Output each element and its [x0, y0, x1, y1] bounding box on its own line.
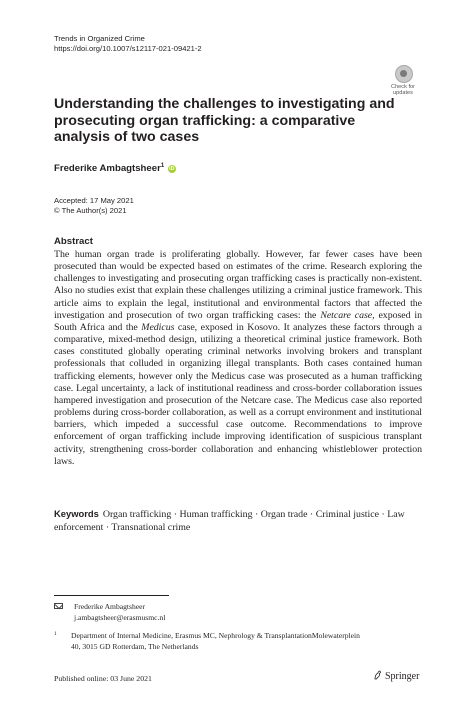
- author-affil-sup: 1: [160, 163, 165, 169]
- abstract-text-2: exposed in South Africa and the: [54, 309, 422, 333]
- abstract-text-3: case, exposed in Kosovo. It analyzes these factors through a comparative, mixed-method design, utilizing a theoretical criminal justice framework. Both cases constituted globally operating criminal networks involving brokers and transplant professionals that colluded in organizing illegal transplants. Both cases contained human trafficking elements, however only the Medicus case was prosecuted as a human trafficking case. Legal uncertainty, a lack of institutional readiness and cross-border collaboration issues hampered investigation and prosecution of the Netcare case. The Medicus case also reported problems during cross-border collaboration, as well as a corrupt environment and institutional barriers, which impeded a successful case outcome. Recommendations to improve enforcement of organ trafficking include improving identification of suspicious transplant activity, strengthening cross-border collaboration and enhancing whistleblower protection laws.: [54, 321, 422, 467]
- corresponding-author: [54, 602, 165, 623]
- affiliation-sup: 1: [54, 631, 57, 637]
- author-name[interactable]: Frederike Ambagtsheer: [54, 163, 161, 175]
- abstract-body: [54, 249, 422, 468]
- keywords-list: Organ trafficking · Human trafficking · Organ trade · Criminal justice · Law enforcement · Transnational crime: [54, 509, 405, 533]
- publisher-name: Springer: [385, 671, 420, 682]
- accepted-date: Accepted: 17 May 2021: [54, 196, 134, 205]
- journal-header: [54, 34, 202, 54]
- abstract-heading: Abstract: [54, 236, 93, 247]
- crossmark-icon: [395, 65, 413, 83]
- envelope-icon: [54, 603, 63, 609]
- orcid-icon[interactable]: iD: [169, 166, 175, 173]
- affiliation-line1: Department of Internal Medicine, Erasmus MC, Nephrology & TransplantationMolewaterplein: [71, 631, 360, 640]
- abstract-medicus: Medicus: [141, 321, 175, 333]
- journal-doi[interactable]: https://doi.org/10.1007/s12117-021-09421-2: [54, 44, 202, 53]
- badge-line2: updates: [393, 90, 413, 97]
- contact-name: Frederike Ambagtsheer: [74, 602, 146, 611]
- affiliation-line2: 40, 3015 GD Rotterdam, The Netherlands: [71, 641, 199, 651]
- badge-line1: Check for: [391, 84, 415, 90]
- abstract-text-1: The human organ trade is proliferating globally. However, far fewer cases have been prosecuted than would be expected based on estimates of the crime. Research exploring the challenges to investigating and prosecuting organ trafficking cases is practically non-existent. Also no studies exist that explain these challenges utilizing a criminal justice framework. This article aims to explain the legal, institutional and environmental factors that affected the investigation and prosecution of two organ trafficking cases: the: [54, 249, 422, 321]
- article-title: Understanding the challenges to investigating and prosecuting organ trafficking: a comparative analysis of two cases: [54, 96, 395, 146]
- article-dates: [54, 196, 134, 216]
- author-line: [54, 163, 176, 174]
- footnote-divider: [54, 595, 169, 596]
- journal-name: Trends in Organized Crime: [54, 34, 145, 43]
- publisher-logo: [373, 670, 419, 682]
- copyright: © The Author(s) 2021: [54, 206, 127, 215]
- published-date: Published online: 03 June 2021: [54, 674, 152, 683]
- springer-horse-icon: [373, 670, 382, 680]
- affiliation: [54, 631, 422, 652]
- contact-email[interactable]: j.ambagtsheer@erasmusmc.nl: [74, 612, 166, 622]
- abstract-netcare: Netcare case,: [320, 309, 375, 321]
- keywords-heading: Keywords: [54, 508, 99, 519]
- keywords: [54, 508, 422, 534]
